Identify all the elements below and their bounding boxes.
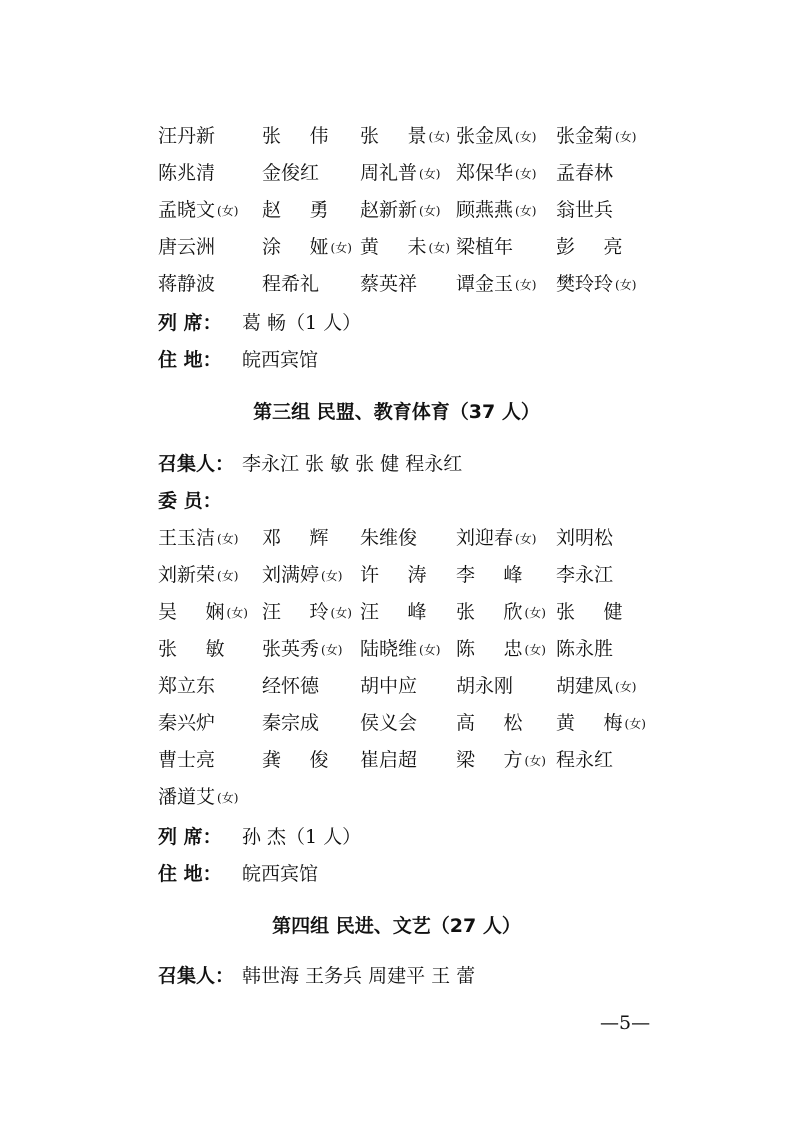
female-note: (女): [615, 680, 637, 694]
member-name: [456, 560, 523, 590]
member-name-text: 张 敏: [158, 638, 225, 660]
female-note: (女): [321, 643, 343, 657]
member-name: [158, 158, 215, 188]
member-name-text: 张 欣: [456, 601, 523, 623]
member-name: [158, 121, 215, 151]
member-name-text: 蒋静波: [158, 273, 216, 295]
group4-heading: 第四组 民进、文艺（27 人）: [272, 915, 521, 937]
member-name: [456, 597, 546, 628]
member-name-text: 汪 峰: [360, 601, 427, 623]
members-label: 委 员：: [158, 490, 222, 512]
member-name-text: 唐云洲: [158, 236, 216, 258]
group3-members-label-row: [0, 486, 793, 516]
member-name-text: 吴 娴: [158, 601, 225, 623]
member-name-text: 赵 勇: [262, 199, 329, 221]
group2-attend-row: [0, 308, 793, 338]
attend-label: 列 席：: [158, 826, 222, 848]
member-name: [456, 671, 513, 701]
member-name: [262, 523, 329, 553]
convener-value: 韩世海 王务兵 周建平 王 蕾: [242, 965, 476, 987]
convener-label: 召集人：: [158, 453, 235, 475]
member-name: [262, 195, 329, 225]
member-name-text: 张英秀: [262, 638, 320, 660]
female-note: (女): [624, 717, 646, 731]
member-name: [158, 269, 215, 299]
group3-attend-row: [0, 822, 793, 852]
female-note: (女): [524, 643, 546, 657]
member-name: [556, 560, 613, 590]
name-row: [0, 195, 793, 225]
female-note: (女): [321, 569, 343, 583]
member-name: [158, 523, 238, 554]
member-name: [158, 671, 215, 701]
female-note: (女): [217, 204, 239, 218]
member-name-text: 翁世兵: [556, 199, 614, 221]
page-number: —5—: [600, 1012, 651, 1034]
member-name-text: 朱维俊: [360, 527, 418, 549]
convener-value: 李永江 张 敏 张 健 程永红: [242, 453, 463, 475]
member-name-text: 张 伟: [262, 125, 329, 147]
member-name-text: 邓 辉: [262, 527, 329, 549]
member-name: [556, 232, 623, 262]
lodging-label: 住 地：: [158, 863, 222, 885]
member-name: [556, 597, 623, 627]
member-name: [556, 745, 613, 775]
female-note: (女): [515, 204, 537, 218]
member-name-text: 刘新荣: [158, 564, 216, 586]
attend-value: 葛 畅（1 人）: [242, 312, 362, 334]
member-name: [456, 634, 546, 665]
member-name: [456, 232, 513, 262]
member-name: [158, 782, 238, 813]
female-note: (女): [419, 643, 441, 657]
member-name-text: 胡永刚: [456, 675, 514, 697]
name-row: [0, 597, 793, 627]
member-name-text: 樊玲玲: [556, 273, 614, 295]
member-name: [262, 708, 319, 738]
female-note: (女): [515, 278, 537, 292]
name-row: [0, 671, 793, 701]
female-note: (女): [217, 791, 239, 805]
member-name: [360, 671, 417, 701]
member-name-text: 谭金玉: [456, 273, 514, 295]
member-name: [262, 121, 329, 151]
member-name-text: 陆晓维: [360, 638, 418, 660]
member-name: [456, 745, 546, 776]
member-name: [556, 158, 613, 188]
name-row: [0, 745, 793, 775]
member-name: [158, 708, 215, 738]
female-note: (女): [419, 204, 441, 218]
convener-label: 召集人：: [158, 965, 235, 987]
female-note: (女): [428, 130, 450, 144]
member-name-text: 汪丹新: [158, 125, 216, 147]
member-name: [556, 523, 613, 553]
member-name: [360, 232, 450, 263]
member-name-text: 刘明松: [556, 527, 614, 549]
member-name: [262, 671, 319, 701]
member-name: [158, 195, 238, 226]
female-note: (女): [217, 532, 239, 546]
attend-value: 孙 杰（1 人）: [242, 826, 362, 848]
member-name: [456, 708, 523, 738]
member-name-text: 梁 方: [456, 749, 523, 771]
female-note: (女): [524, 754, 546, 768]
member-name: [556, 708, 646, 739]
member-name-text: 彭 亮: [556, 236, 623, 258]
female-note: (女): [226, 606, 248, 620]
member-name-text: 曹士亮: [158, 749, 216, 771]
member-name-text: 张 景: [360, 125, 427, 147]
member-name: [360, 269, 417, 299]
female-note: (女): [419, 167, 441, 181]
member-name: [158, 634, 225, 664]
lodging-value: 皖西宾馆: [242, 349, 319, 371]
member-name-text: 李 峰: [456, 564, 523, 586]
group2-lodging-row: [0, 345, 793, 375]
member-name: [556, 634, 613, 664]
name-row: [0, 634, 793, 664]
group3-heading: 第三组 民盟、教育体育（37 人）: [253, 401, 540, 423]
member-name-text: 潘道艾: [158, 786, 216, 808]
lodging-label: 住 地：: [158, 349, 222, 371]
member-name-text: 秦兴炉: [158, 712, 216, 734]
group3-lodging-row: [0, 859, 793, 889]
member-name-text: 许 涛: [360, 564, 427, 586]
member-name: [262, 269, 319, 299]
member-name-text: 刘满婷: [262, 564, 320, 586]
female-note: (女): [515, 130, 537, 144]
member-name-text: 周礼普: [360, 162, 418, 184]
member-name: [158, 560, 238, 591]
member-name-text: 秦宗成: [262, 712, 320, 734]
name-row: [0, 121, 793, 151]
member-name: [360, 560, 427, 590]
female-note: (女): [330, 606, 352, 620]
name-row: [0, 782, 793, 812]
member-name-text: 王玉洁: [158, 527, 216, 549]
member-name-text: 张 健: [556, 601, 623, 623]
member-name-text: 胡建凤: [556, 675, 614, 697]
member-name-text: 汪 玲: [262, 601, 329, 623]
female-note: (女): [330, 241, 352, 255]
member-name: [262, 232, 352, 263]
member-name: [456, 523, 536, 554]
member-name-text: 涂 娅: [262, 236, 329, 258]
member-name-text: 胡中应: [360, 675, 418, 697]
member-name-text: 孟春林: [556, 162, 614, 184]
member-name: [556, 269, 636, 300]
member-name: [556, 195, 613, 225]
member-name-text: 程永红: [556, 749, 614, 771]
member-name-text: 高 松: [456, 712, 523, 734]
member-name-text: 刘迎春: [456, 527, 514, 549]
member-name-text: 经怀德: [262, 675, 320, 697]
name-row: [0, 708, 793, 738]
member-name: [456, 269, 536, 300]
member-name: [556, 671, 636, 702]
name-row: [0, 269, 793, 299]
female-note: (女): [615, 278, 637, 292]
female-note: (女): [524, 606, 546, 620]
member-name: [262, 597, 352, 628]
member-name: [158, 232, 215, 262]
member-name-text: 郑保华: [456, 162, 514, 184]
member-name-text: 顾燕燕: [456, 199, 514, 221]
member-name: [556, 121, 636, 152]
member-name: [360, 745, 417, 775]
member-name: [456, 195, 536, 226]
name-row: [0, 232, 793, 262]
member-name: [158, 745, 215, 775]
member-name: [360, 523, 417, 553]
member-name: [360, 158, 440, 189]
member-name-text: 崔启超: [360, 749, 418, 771]
attend-label: 列 席：: [158, 312, 222, 334]
member-name: [360, 195, 440, 226]
member-name: [360, 121, 450, 152]
lodging-value: 皖西宾馆: [242, 863, 319, 885]
female-note: (女): [515, 167, 537, 181]
female-note: (女): [515, 532, 537, 546]
member-name: [262, 634, 342, 665]
member-name: [262, 560, 342, 591]
female-note: (女): [217, 569, 239, 583]
member-name-text: 陈 忠: [456, 638, 523, 660]
member-name-text: 黄 梅: [556, 712, 623, 734]
member-name: [456, 121, 536, 152]
member-name-text: 侯义会: [360, 712, 418, 734]
name-row: [0, 523, 793, 553]
member-name-text: 张金凤: [456, 125, 514, 147]
member-name: [360, 597, 427, 627]
member-name-text: 郑立东: [158, 675, 216, 697]
member-name: [262, 158, 319, 188]
member-name: [456, 158, 536, 189]
member-name-text: 李永江: [556, 564, 614, 586]
member-name-text: 程希礼: [262, 273, 320, 295]
female-note: (女): [615, 130, 637, 144]
member-name-text: 陈永胜: [556, 638, 614, 660]
member-name-text: 黄 未: [360, 236, 427, 258]
member-name-text: 张金菊: [556, 125, 614, 147]
member-name: [360, 634, 440, 665]
name-row: [0, 560, 793, 590]
member-name-text: 金俊红: [262, 162, 320, 184]
member-name-text: 孟晓文: [158, 199, 216, 221]
name-row: [0, 158, 793, 188]
member-name-text: 龚 俊: [262, 749, 329, 771]
member-name-text: 陈兆清: [158, 162, 216, 184]
member-name: [262, 745, 329, 775]
member-name-text: 梁植年: [456, 236, 514, 258]
group4-convener-row: [0, 961, 793, 991]
member-name: [360, 708, 417, 738]
member-name-text: 赵新新: [360, 199, 418, 221]
female-note: (女): [428, 241, 450, 255]
member-name-text: 蔡英祥: [360, 273, 418, 295]
group3-convener-row: [0, 449, 793, 479]
member-name: [158, 597, 248, 628]
